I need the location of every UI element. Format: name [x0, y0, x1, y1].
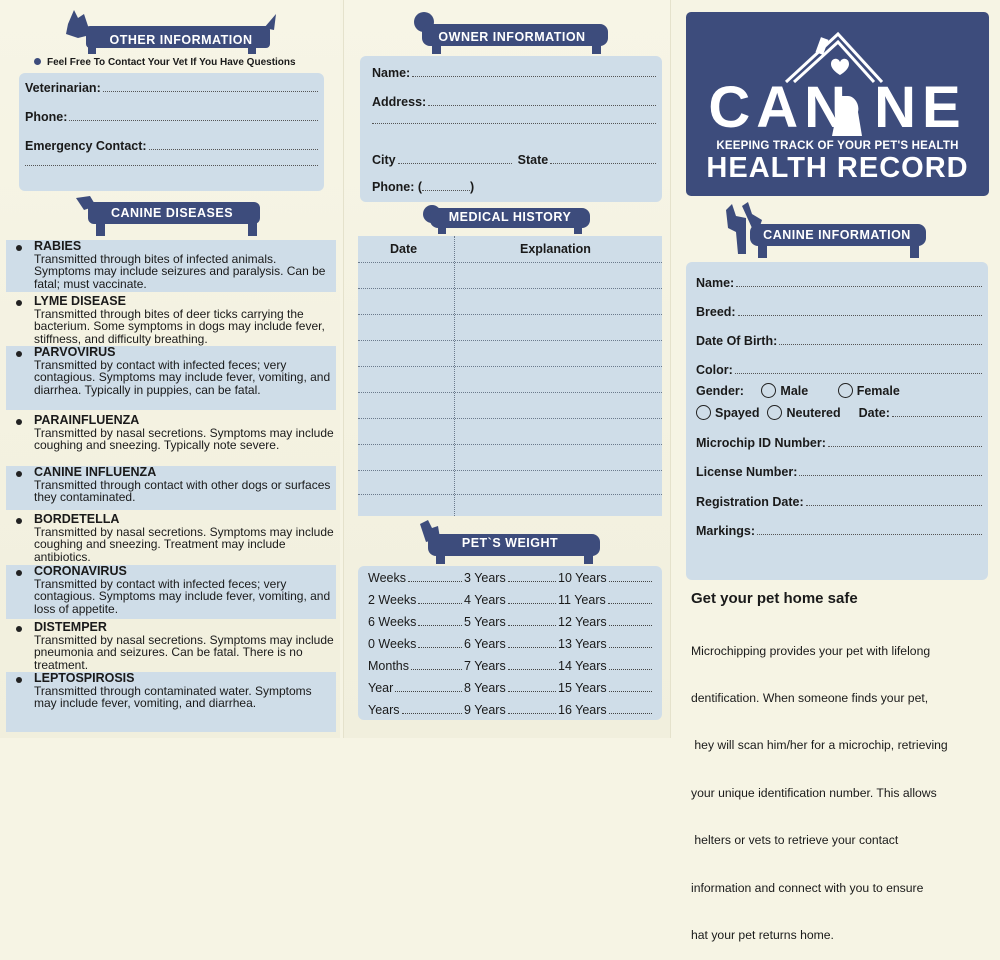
history-row-line[interactable]: [358, 418, 662, 419]
weight-entry[interactable]: [558, 681, 654, 695]
disease-distemper: DISTEMPER Transmitted by nasal secretions. Symptoms may include pneumonia and seizures. Can be fatal. There is no treatment.: [6, 621, 336, 669]
veterinarian-field[interactable]: Veterinarian:: [25, 81, 324, 95]
weight-value-line[interactable]: [402, 713, 462, 714]
pet-name-field[interactable]: Name:: [696, 276, 988, 290]
health-record-title: HEALTH RECORD: [706, 152, 969, 184]
weight-label: 12 Years: [558, 615, 607, 629]
weight-label: 2 Weeks: [368, 593, 417, 607]
bullet-icon: [34, 58, 41, 65]
canine-information-header: CANINE INFORMATION: [722, 202, 932, 260]
disease-parainfluenza: PARAINFLUENZA Transmitted by nasal secretions. Symptoms may include coughing and sneezing. Typically note severe.: [6, 414, 336, 462]
medical-history-header: MEDICAL HISTORY: [422, 204, 598, 248]
owner-information-header: OWNER INFORMATION: [412, 10, 612, 54]
date-column-header: Date: [390, 242, 418, 256]
weight-entry[interactable]: [464, 703, 558, 717]
owner-city-state-field[interactable]: City State: [372, 153, 662, 167]
weight-label: 15 Years: [558, 681, 607, 695]
tagline: KEEPING TRACK OF YOUR PET'S HEALTH: [716, 140, 959, 152]
weight-entry[interactable]: [464, 659, 558, 673]
weight-value-line[interactable]: [508, 691, 556, 692]
owner-phone-field[interactable]: Phone: ( ): [372, 180, 475, 194]
column-divider: [454, 236, 455, 516]
history-row-line[interactable]: [358, 366, 662, 367]
weight-entry[interactable]: [464, 571, 558, 585]
emergency-contact-field[interactable]: Emergency Contact:: [25, 139, 324, 153]
weight-label: 3 Years: [464, 571, 506, 585]
microchip-field[interactable]: Microchip ID Number:: [696, 436, 988, 450]
bullet-icon: [16, 471, 22, 477]
weight-label: 13 Years: [558, 637, 607, 651]
bullet-icon: [16, 570, 22, 576]
weight-entry[interactable]: [368, 703, 464, 717]
weight-entry[interactable]: [368, 571, 464, 585]
bullet-icon: [16, 419, 22, 425]
female-radio[interactable]: [838, 383, 853, 398]
medical-history-table: [358, 236, 662, 516]
weight-entry[interactable]: [464, 593, 558, 607]
weight-value-line[interactable]: [508, 581, 556, 582]
explanation-column-header: Explanation: [520, 242, 591, 256]
vet-note: Feel Free To Contact Your Vet If You Have Questions: [34, 57, 296, 68]
disease-coronavirus: CORONAVIRUS Transmitted by contact with infected feces; very contagious. Symptoms may include fever, vomiting, and loss of appetite.: [6, 565, 336, 619]
weight-label: 9 Years: [464, 703, 506, 717]
weight-value-line[interactable]: [418, 647, 462, 648]
weight-label: Months: [368, 659, 409, 673]
weight-label: 8 Years: [464, 681, 506, 695]
home-safe-heading: Get your pet home safe: [691, 590, 858, 607]
weight-value-line[interactable]: [508, 669, 556, 670]
owner-name-field[interactable]: Name:: [372, 66, 662, 80]
bullet-icon: [16, 351, 22, 357]
middle-panel: [343, 0, 671, 738]
weight-value-line[interactable]: [395, 691, 462, 692]
weight-value-line[interactable]: [408, 581, 462, 582]
weight-entry[interactable]: [558, 637, 654, 651]
history-row-line[interactable]: [358, 392, 662, 393]
markings-field[interactable]: Markings:: [696, 524, 988, 538]
weight-entry[interactable]: [368, 637, 464, 651]
breed-field[interactable]: Breed:: [696, 305, 988, 319]
history-row-line[interactable]: [358, 288, 662, 289]
weight-value-line[interactable]: [508, 713, 556, 714]
weight-value-line[interactable]: [609, 625, 652, 626]
male-radio[interactable]: [761, 383, 776, 398]
weight-value-line[interactable]: [609, 713, 652, 714]
spayed-radio[interactable]: [696, 405, 711, 420]
pets-weight-header: PET`S WEIGHT: [416, 520, 604, 564]
disease-lyme: LYME DISEASE Transmitted through bites of deer ticks carrying the bacterium. Some symptoms in dogs may include fever, stiffness, and difficulty breathing.: [6, 295, 336, 343]
other-information-header: OTHER INFORMATION: [64, 8, 278, 52]
disease-parvovirus: PARVOVIRUS Transmitted by contact with infected feces; very contagious. Symptoms may include fever, vomiting, and diarrhea. Typically in puppies, can be fatal.: [6, 346, 336, 410]
weight-entry[interactable]: [368, 659, 464, 673]
title-card: [686, 12, 989, 196]
spay-neuter-row: Spayed Neutered Date:: [696, 405, 988, 420]
weight-value-line[interactable]: [418, 603, 462, 604]
weight-label: 4 Years: [464, 593, 506, 607]
weight-value-line[interactable]: [508, 647, 556, 648]
weight-entry[interactable]: [558, 703, 654, 717]
disease-canine-influenza: CANINE INFLUENZA Transmitted through contact with other dogs or surfaces they contaminated.: [6, 466, 336, 510]
weight-entry[interactable]: [558, 593, 654, 607]
weight-entry[interactable]: [558, 659, 654, 673]
weight-entry[interactable]: [368, 615, 464, 629]
weight-label: 0 Weeks: [368, 637, 417, 651]
date-of-birth-field[interactable]: Date Of Birth:: [696, 334, 988, 348]
owner-address-field[interactable]: Address:: [372, 95, 662, 109]
spay-neuter-date-field[interactable]: [892, 416, 982, 417]
left-panel: [0, 0, 340, 738]
weight-entry[interactable]: [464, 681, 558, 695]
history-row-line[interactable]: [358, 314, 662, 315]
disease-rabies: RABIES Transmitted through bites of infected animals. Symptoms may include seizures and paralysis. Can be fatal; must vaccinate.: [6, 240, 336, 292]
history-row-line[interactable]: [358, 444, 662, 445]
weight-value-line[interactable]: [609, 691, 652, 692]
weight-entry[interactable]: [558, 615, 654, 629]
phone-field[interactable]: Phone:: [25, 110, 324, 124]
weight-label: 16 Years: [558, 703, 607, 717]
bullet-icon: [16, 677, 22, 683]
weight-label: 11 Years: [558, 593, 606, 607]
home-safe-text: Microchipping provides your pet with lifelong dentification. When someone finds your pet, hey will scan him/her for a microchip, retrieving your unique identification number. This allows helters or vets to retrieve your contact information and connect with you to ensure hat your pet returns home.: [691, 643, 948, 942]
owner-information-box: [360, 56, 662, 202]
pets-weight-table: [358, 566, 662, 720]
weight-label: Year: [368, 681, 394, 695]
brand-title: CAN NE: [708, 75, 967, 140]
weight-label: 6 Years: [464, 637, 506, 651]
history-row-line[interactable]: [358, 470, 662, 471]
weight-label: Years: [368, 703, 400, 717]
license-number-field[interactable]: License Number:: [696, 465, 988, 479]
weight-entry[interactable]: [368, 593, 464, 607]
spay-neuter-date-label: Date:: [858, 406, 890, 420]
weight-entry[interactable]: [464, 637, 558, 651]
weight-value-line[interactable]: [508, 603, 556, 604]
weight-label: 7 Years: [464, 659, 506, 673]
weight-entry[interactable]: [464, 615, 558, 629]
emergency-contact-line2[interactable]: [25, 165, 324, 169]
scottie-dog-icon: [64, 8, 278, 56]
weight-value-line[interactable]: [608, 603, 652, 604]
bullet-icon: [16, 518, 22, 524]
weight-entry[interactable]: [558, 571, 654, 585]
weight-label: 10 Years: [558, 571, 607, 585]
bullet-icon: [16, 626, 22, 632]
weight-value-line[interactable]: [609, 647, 652, 648]
other-information-box: [19, 73, 324, 191]
weight-value-line[interactable]: [609, 581, 652, 582]
weight-value-line[interactable]: [411, 669, 462, 670]
history-row-line[interactable]: [358, 494, 662, 495]
owner-address-line2[interactable]: [372, 123, 662, 127]
registration-date-field[interactable]: Registration Date:: [696, 495, 988, 509]
bullet-icon: [16, 300, 22, 306]
bullet-icon: [16, 245, 22, 251]
weight-value-line[interactable]: [609, 669, 652, 670]
canine-diseases-header: CANINE DISEASES: [76, 194, 268, 238]
weight-label: 14 Years: [558, 659, 607, 673]
disease-leptospirosis: LEPTOSPIROSIS Transmitted through contaminated water. Symptoms may include fever, vomiting, and diarrhea.: [6, 672, 336, 732]
weight-value-line[interactable]: [418, 625, 462, 626]
history-row-line[interactable]: [358, 340, 662, 341]
medical-history-header-row: [358, 236, 662, 262]
color-field[interactable]: Color:: [696, 363, 988, 377]
weight-label: 6 Weeks: [368, 615, 417, 629]
weight-entry[interactable]: [368, 681, 464, 695]
gender-row: Gender: Male Female: [696, 384, 900, 398]
weight-label: Weeks: [368, 571, 406, 585]
neutered-radio[interactable]: [767, 405, 782, 420]
weight-label: 5 Years: [464, 615, 506, 629]
weight-value-line[interactable]: [508, 625, 556, 626]
disease-bordetella: BORDETELLA Transmitted by nasal secretions. Symptoms may include coughing and sneezing. Treatment may include antibiotics.: [6, 513, 336, 561]
history-row-line[interactable]: [358, 262, 662, 263]
canine-information-box: [686, 262, 988, 580]
